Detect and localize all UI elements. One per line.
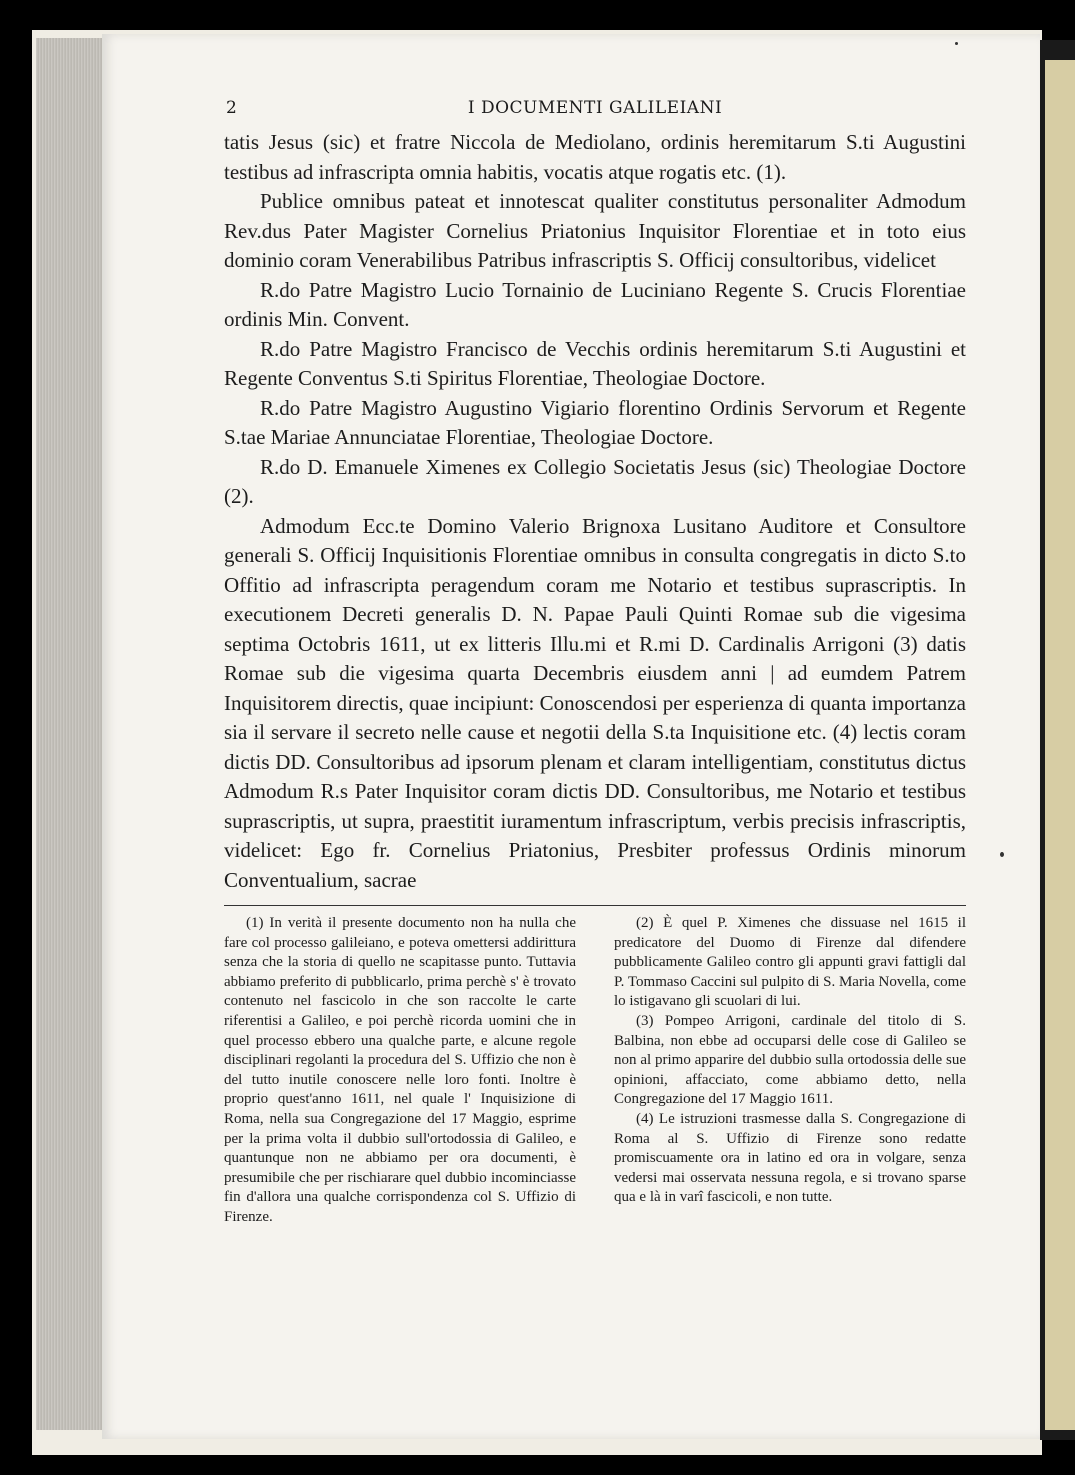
page-edges [36,38,107,1430]
footnotes [224,914,966,1228]
main-text [224,128,966,895]
paragraph-2: Publice omnibus pateat et innotescat qualiter constitutus personaliter Admodum Rev.dus Pater Magister Cornelius Priatonius Inquisitor Florentiae et in toto eius dominio coram Venerabilibus Patribus infrascriptis S. Officij consultoribus, videlicet [224,189,966,272]
footnote-column-right [614,914,966,1228]
footnote-1: (1) In verità il presente documento non ha nulla che fare col processo galileiano, e poteva omettersi addirittura senza che la storia di quello ne scapitasse punto. Tuttavia abbiamo preferito di pubblicarlo, prima perchè s' è trovato contenuto nel fascicolo in che son raccolte le carte riferentisi a Galileo, e poi perchè ricorda uomini che in quel processo ebbero una qualche parte, e alcune regole disciplinari regolanti la procedura del S. Uffizio che non è del tutto inutile conoscere nelle loro fonti. Inoltre è proprio quest'anno 1611, nel quale l' Inquisizione di Roma, nella sua Congregazione del 17 Maggio, esprime per la prima volta il dubbio sull'ortodossia di Galileo, e quantunque non ne abbiamo per ora documenti, è presumibile che per rischiarare quel dubbio incominciasse fin d'allora una qualche corrispondenza col S. Uffizio di Firenze. [224,915,576,1225]
paragraph-3: R.do Patre Magistro Lucio Tornainio de Luciniano Regente S. Crucis Florentiae ordinis Min. Convent. [224,277,966,331]
paragraph-7: Admodum Ecc.te Domino Valerio Brignoxa Lusitano Auditore et Consultore generali S. Officij Inquisitionis Florentiae omnibus in consulta congregatis in dicto S.to Offitio ad infrascripta peragendum coram me Notario et testibus suprascriptis. In executionem Decreti generalis D. N. Papae Pauli Quinti Romae sub die vigesima septima Octobris 1611, ut ex litteris Illu.mi et R.mi D. Cardinalis Arrigoni (3) datis Romae sub die vigesima quarta Decembris eiusdem anni | ad eumdem Patrem Inquisitorem directis, quae incipiunt: Conoscendosi per esperienza di quanta importanza sia il servare il secreto nelle cause et negotii della S.ta Inquisitione etc. (4) lectis coram dictis DD. Consultoribus ad ipsorum plenam et claram intelligentiam, constitutus dictus Admodum R.s Pater Inquisitor coram dictis DD. Consultoribus, me Notario et testibus suprascriptis, ut supra, praestitit iuramentum infrascriptum, verbis precisis infrascriptis, videlicet: Ego fr. Cornelius Priatonius, Presbiter professus Ordinis minorum Conventualium, sacrae [224,513,966,892]
paragraph-5: R.do Patre Magistro Augustino Vigiario florentino Ordinis Servorum et Regente S.tae Mariae Annunciatae Florentiae, Theologiae Doctore. [224,395,966,449]
dust-speck [955,42,958,45]
footnote-column-left [224,914,576,1228]
footnote-4: (4) Le istruzioni trasmesse dalla S. Congregazione di Roma al S. Uffizio di Firenze sono redatte promiscuamente ora in latino ed ora in volgare, senza vedersi mai osservata nessuna regola, e si trovano sparse qua e là in varî fascicoli, e non tutte. [614,1110,966,1206]
footnote-rule [224,905,966,906]
paragraph-6: R.do D. Emanuele Ximenes ex Collegio Societatis Jesus (sic) Theologiae Doctore (2). [224,454,966,508]
running-head [224,98,966,126]
dust-speck [1000,852,1004,857]
paragraph-4: R.do Patre Magistro Francisco de Vecchis ordinis heremitarum S.ti Augustini et Regente Conventus S.ti Spiritus Florentiae, Theologiae Doctore. [224,336,966,390]
facing-page-edge [1045,60,1075,1430]
page-content [224,98,966,1228]
paragraph-1: tatis Jesus (sic) et fratre Niccola de Mediolano, ordinis heremitarum S.ti Augustini testibus ad infrascripta omnia habitis, vocatis atque rogatis etc. (1). [224,130,966,184]
page-number: 2 [226,98,238,118]
footnote-2: (2) È quel P. Ximenes che dissuase nel 1615 il predicatore del Duomo di Firenze dal difendere pubblicamente Galileo contro gli appunti gravi fattigli dal P. Tommaso Caccini sul pulpito di S. Maria Novella, come lo istigavano gli scuolari di lui. [614,915,966,1010]
footnote-3: (3) Pompeo Arrigoni, cardinale del titolo di S. Balbina, non ebbe ad occuparsi delle cose di Galileo se non al primo apparire del dubbio sulla ortodossia delle sue opinioni, affacciato, come abbiamo detto, nella Congregazione del 17 Maggio 1611. [614,1012,966,1108]
right-edge [1040,40,1075,1440]
running-title: I DOCUMENTI GALILEIANI [467,98,723,118]
